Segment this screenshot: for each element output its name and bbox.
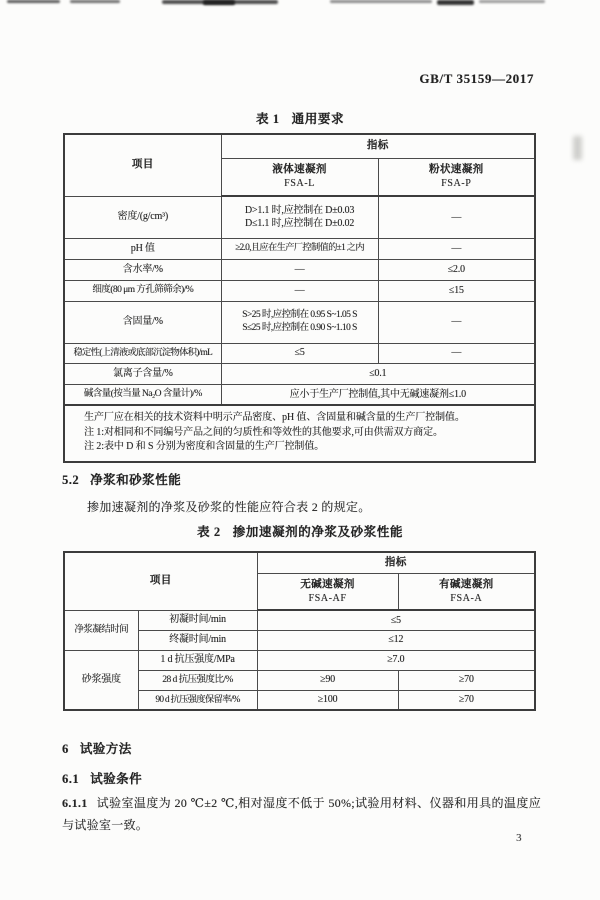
- column-header-fsaaf: [257, 573, 398, 610]
- section-number: 5.2: [62, 473, 80, 487]
- table2-title-text: 掺加速凝剂的净浆及砂浆性能: [232, 525, 403, 539]
- cell-initial-setting-value: ≤5: [257, 610, 535, 630]
- column-header-fsap-code: FSA-P: [441, 178, 472, 190]
- column-header-fsap-name: 粉状速凝剂: [429, 164, 484, 176]
- cell-chloride-value: ≤0.1: [221, 363, 535, 384]
- table2-paste-mortar-performance: [63, 551, 536, 711]
- table1-general-requirements: [63, 133, 536, 463]
- column-header-item: 项目: [64, 134, 221, 196]
- cell-90d-fsaaf: ≥100: [257, 690, 398, 710]
- column-header-fsaa-name: 有碱速凝剂: [439, 578, 494, 590]
- row-label-fineness: 细度(80 μm 方孔筛筛余)/%: [64, 280, 221, 301]
- column-header-indicator: 指标: [257, 552, 535, 573]
- scan-smudge: [330, 0, 432, 3]
- section-5-2-paragraph: 掺加速凝剂的净浆及砂浆的性能应符合表 2 的规定。: [87, 500, 371, 514]
- table-row: [64, 650, 535, 670]
- cell-ph-fsap: —: [378, 238, 535, 259]
- cell-stability-fsal: ≤5: [221, 343, 378, 363]
- cell-stability-fsap: —: [378, 343, 535, 363]
- cell-28d-fsaa: ≥70: [398, 670, 535, 690]
- section-5-2-heading: [62, 470, 181, 488]
- column-header-fsaa: [398, 573, 535, 610]
- row-label-chloride: 氯离子含量/%: [64, 363, 221, 384]
- row-label-initial-setting: 初凝时间/min: [138, 610, 257, 630]
- table1-note: 注 2:表中 D 和 S 分别为密度和含固量的生产厂控制值。: [84, 441, 325, 452]
- scan-smudge: [573, 136, 582, 160]
- table-row: [64, 301, 535, 343]
- section-title: 试验方法: [79, 742, 132, 756]
- clause-number: 6.1.1: [62, 796, 88, 810]
- cell-28d-fsaaf: ≥90: [257, 670, 398, 690]
- section-number: 6.1: [62, 772, 80, 786]
- table-row: [64, 343, 535, 363]
- page-number: 3: [516, 832, 522, 844]
- section-6-1-1-paragraph: [62, 793, 541, 836]
- table1-title-label: 表 1: [255, 112, 280, 126]
- column-header-fsaaf-code: FSA-AF: [308, 592, 347, 604]
- cell-final-setting-value: ≤12: [257, 630, 535, 650]
- section-title: 净浆和砂浆性能: [90, 473, 182, 487]
- scan-smudge: [7, 0, 60, 3]
- table-row: [64, 610, 535, 630]
- table-row: [64, 552, 535, 573]
- column-header-fsal: [221, 158, 378, 196]
- scan-smudge: [70, 0, 120, 3]
- cell-ph-fsal: ≥2.0,且应在生产厂控制值的±1 之内: [221, 238, 378, 259]
- column-header-fsal-code: FSA-L: [284, 178, 315, 190]
- scan-smudge: [479, 0, 545, 3]
- scan-smudge: [437, 0, 474, 5]
- cell-line: S>25 时,应控制在 0.95 S~1.05 S: [242, 310, 357, 321]
- cell-line: D>1.1 时,应控制在 D±0.03: [244, 205, 355, 217]
- cell-1d-strength-value: ≥7.0: [257, 650, 535, 670]
- row-label-1d-strength: 1 d 抗压强度/MPa: [138, 650, 257, 670]
- cell-alkali-value: 应小于生产厂控制值,其中无碱速凝剂≤1.0: [221, 384, 535, 405]
- clause-text: 试验室温度为 20 ℃±2 ℃,相对湿度不低于 50%;试验用材料、仪器和用具的温度应与试验室一致。: [62, 796, 541, 832]
- table-row: [64, 134, 535, 158]
- cell-water-fsap: ≤2.0: [378, 259, 535, 280]
- row-label-alkali: 碱含量(按当量 Na₂O 含量计)/%: [64, 384, 221, 405]
- row-label-final-setting: 终凝时间/min: [138, 630, 257, 650]
- cell-water-fsal: —: [221, 259, 378, 280]
- table-row: [64, 280, 535, 301]
- doc-number: GB/T 35159—2017: [419, 71, 534, 86]
- table-row: [64, 363, 535, 384]
- cell-fineness-fsal: —: [221, 280, 378, 301]
- table-row: [64, 384, 535, 405]
- table2-title: [0, 522, 600, 540]
- table1-note: 注 1:对相同和不同编号产品之间的匀质性和等效性的其他要求,可由供需双方商定。: [84, 426, 443, 438]
- cell-density-fsal: [221, 196, 378, 238]
- table1-note: 生产厂应在相关的技术资料中明示产品密度、pH 值、含固量和碱含量的生产厂控制值。: [84, 412, 465, 423]
- cell-line: S≤25 时,应控制在 0.90 S~1.10 S: [242, 323, 357, 333]
- section-title: 试验条件: [90, 772, 143, 786]
- column-header-fsap: [378, 158, 535, 196]
- cell-fineness-fsap: ≤15: [378, 280, 535, 301]
- cell-solid-fsap: —: [378, 301, 535, 343]
- row-label-90d-strength-retention: 90 d 抗压强度保留率/%: [138, 690, 257, 710]
- scan-smudge: [203, 0, 235, 5]
- cell-line: D≤1.1 时,应控制在 D±0.02: [244, 218, 355, 230]
- cell-solid-fsal: [221, 301, 378, 343]
- column-header-fsal-name: 液体速凝剂: [272, 164, 327, 176]
- row-label-28d-strength-ratio: 28 d 抗压强度比/%: [138, 670, 257, 690]
- group-label-mortar-strength: 砂浆强度: [64, 650, 138, 710]
- row-label-solid-content: 含固量/%: [64, 301, 221, 343]
- column-header-fsaa-code: FSA-A: [450, 592, 483, 604]
- column-header-indicator: 指标: [221, 134, 535, 158]
- section-6-heading: [62, 739, 132, 757]
- section-6-1-heading: [62, 769, 142, 787]
- row-label-stability: 稳定性(上清液或底部沉淀物体积)/mL: [64, 343, 221, 363]
- column-header-item: 项目: [64, 552, 257, 610]
- table2-title-label: 表 2: [197, 525, 221, 539]
- cell-density-fsap: —: [378, 196, 535, 238]
- table-row: [64, 259, 535, 280]
- row-label-density: 密度/(g/cm³): [64, 196, 221, 238]
- section-number: 6: [62, 742, 69, 756]
- table1-notes: [64, 405, 535, 462]
- table-row: [64, 238, 535, 259]
- table1-title-text: 通用要求: [291, 112, 345, 126]
- column-header-fsaaf-name: 无碱速凝剂: [300, 578, 355, 590]
- row-label-ph: pH 值: [64, 238, 221, 259]
- row-label-water-content: 含水率/%: [64, 259, 221, 280]
- cell-90d-fsaa: ≥70: [398, 690, 535, 710]
- table-row: [64, 196, 535, 238]
- table-row: [64, 405, 535, 462]
- table1-title: [0, 109, 600, 127]
- group-label-paste-setting-time: 净浆凝结时间: [64, 610, 138, 650]
